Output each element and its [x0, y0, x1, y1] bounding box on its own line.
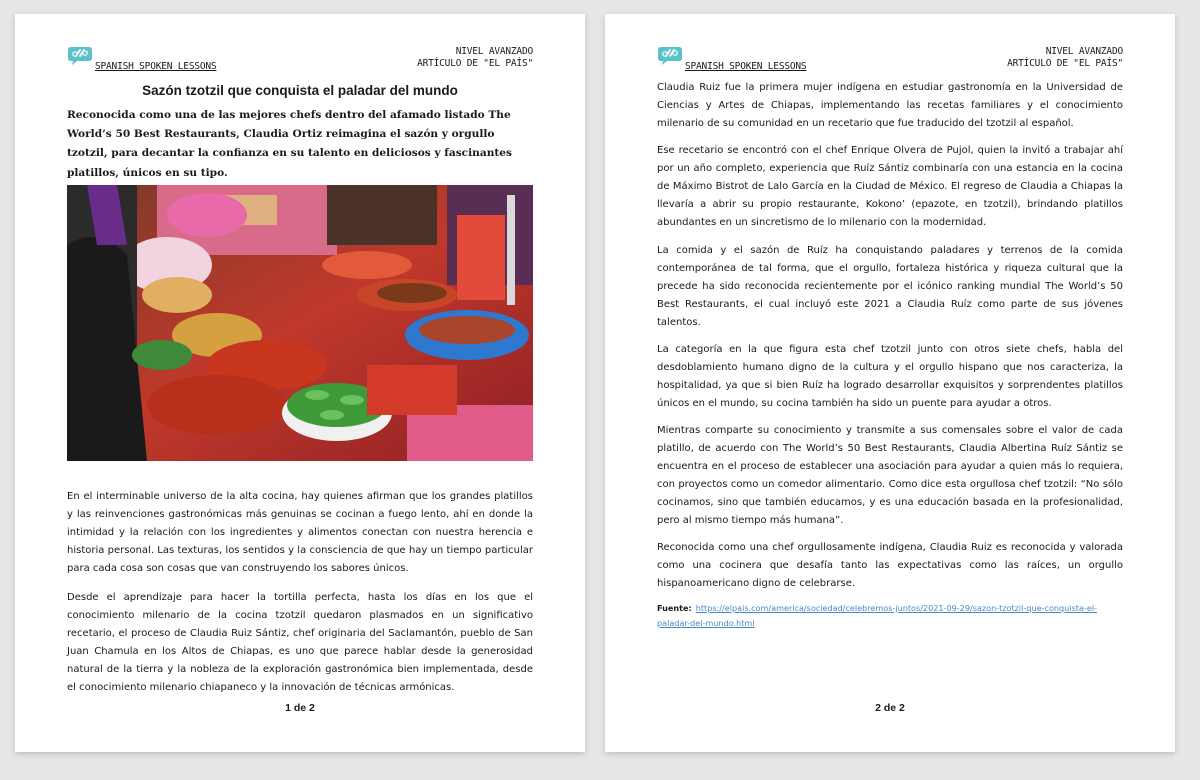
speech-bubble-logo-icon: [657, 46, 683, 66]
paragraph-8: Reconocida como una chef orgullosamente indígena, Claudia Ruiz es reconocida y valorada como una cocinera que desafía tanto las expectativas como las raíces, un orgullo hispanoamericano digno de celebrarse.: [657, 542, 1123, 590]
article-label: ARTÍCULO DE "EL PAÍS": [417, 58, 533, 69]
paragraph-3: Claudia Ruiz fue la primera mujer indígena en estudiar gastronomía en la Universidad de Ciencias y Artes de Chiapas, implementando las recetas familiares y el conocimiento milenario de su comunidad en un recetario que fue traducido del tzotzil al español.: [657, 82, 1123, 130]
header-meta: [1007, 46, 1123, 70]
article-title: Sazón tzotzil que conquista el paladar del mundo: [142, 83, 458, 98]
header-meta: [417, 46, 533, 70]
market-food-photo: [67, 185, 533, 461]
paragraph-2: Desde el aprendizaje para hacer la tortilla perfecta, hasta los días en los que el conocimiento milenario de la cocina tzotzil quedaron plasmados en un significativo recetario, el proceso de Claudia Ruiz Sántiz, chef originaria del Saclamantón, pueblo de San Juan Chamula en los Altos de Chiapas, es uno que parece hablar desde la generosidad natural de la tierra y la nobleza de la exploración gastronómica bien implementada, desde el conocimiento milenario chiapaneco y la innovación de técnicas armónicas.: [67, 592, 533, 694]
paragraph-5: La comida y el sazón de Ruíz ha conquistando paladares y terrenos de la comida contemporánea de tal forma, que el orgullo, fortaleza histórica y riqueza cultural que la precede ha sido reconocida recientemente por el icónico ranking mundial The World’s 50 Best Restaurants, el cual incluyó este 2021 a Claudia Ruíz como parte de sus jóvenes talentos.: [657, 245, 1123, 329]
source-citation: [657, 601, 1123, 631]
page-header: [67, 46, 533, 76]
document-page-1: [15, 14, 585, 752]
document-page-2: [605, 14, 1175, 752]
page-header: [657, 46, 1123, 76]
brand-logo: [657, 46, 807, 72]
paragraph-7: Mientras comparte su conocimiento y transmite a sus comensales sobre el valor de cada platillo, de acuerdo con The World’s 50 Best Restaurants, Claudia Albertina Ruíz Sántiz se encuentra en el proceso de establecer una asociación para ayudar a quien más lo requiera, con proyectos como un comedor alimentario. Como dice esta orgullosa chef tzotzil: “No sólo cocinamos, sino que también educamos, y es una educación basada en la profesionalidad, pero al mismo tiempo más humana”.: [657, 425, 1123, 527]
article-label: ARTÍCULO DE "EL PAÍS": [1007, 58, 1123, 69]
source-link[interactable]: https://elpais.com/america/sociedad/celebremos-juntos/2021-09-29/sazon-tzotzil-que-conquista-el-paladar-del-mundo.html: [657, 603, 1097, 628]
source-label: Fuente:: [657, 603, 692, 613]
level-label: NIVEL AVANZADO: [1045, 46, 1123, 57]
paragraph-6: La categoría en la que figura esta chef tzotzil junto con otros siete chefs, habla del desdoblamiento humano digno de la cultura y el orgullo hispano que nos caracteriza, la hospitalidad, ya que si bien Ruíz ha logrado desarrollar exquisitos y sorprendentes platillos únicos en el mundo, su cocina también ha sido un puente para ayudar a otros.: [657, 344, 1123, 410]
brand-logo: [67, 46, 217, 72]
level-label: NIVEL AVANZADO: [455, 46, 533, 57]
brand-name: SPANISH SPOKEN LESSONS: [95, 61, 217, 72]
speech-bubble-logo-icon: [67, 46, 93, 66]
paragraph-4: Ese recetario se encontró con el chef Enrique Olvera de Pujol, quien la invitó a trabajar ahí por un año completo, experiencia que Ruíz Sántiz combinaría con una estancia en la cocina de Máximo Bistrot de Lalo García en la Ciudad de México. El regreso de Claudia a Chiapas la llevaría a abrir su propio restaurante, Kokono’ (epazote, en tzotzil), brindando platillos abundantes en un sincretismo de lo milenario con la modernidad.: [657, 145, 1123, 229]
article-lead: Reconocida como una de las mejores chefs dentro del afamado listado The World’s 50 Best Restaurants, Claudia Ortiz reimagina el sazón y orgullo tzotzil, para decantar la confianza en su talento en deliciosos y fascinantes platillos, únicos en su tipo.: [67, 109, 513, 179]
page-number: 2 de 2: [875, 702, 905, 714]
page-number: 1 de 2: [285, 702, 315, 714]
brand-name: SPANISH SPOKEN LESSONS: [685, 61, 807, 72]
paragraph-1: En el interminable universo de la alta cocina, hay quienes afirman que los grandes platillos y las reinvenciones gastronómicas más genuinas se cocinan a fuego lento, ahí en donde la intimidad y la relación con los ingredientes y alimentos conectan con nuestra herencia e historia personal. Las texturas, los sentidos y la consciencia de que hay un tiempo particular para cada cosa son cosas que van construyendo los sabores únicos.: [67, 491, 533, 575]
